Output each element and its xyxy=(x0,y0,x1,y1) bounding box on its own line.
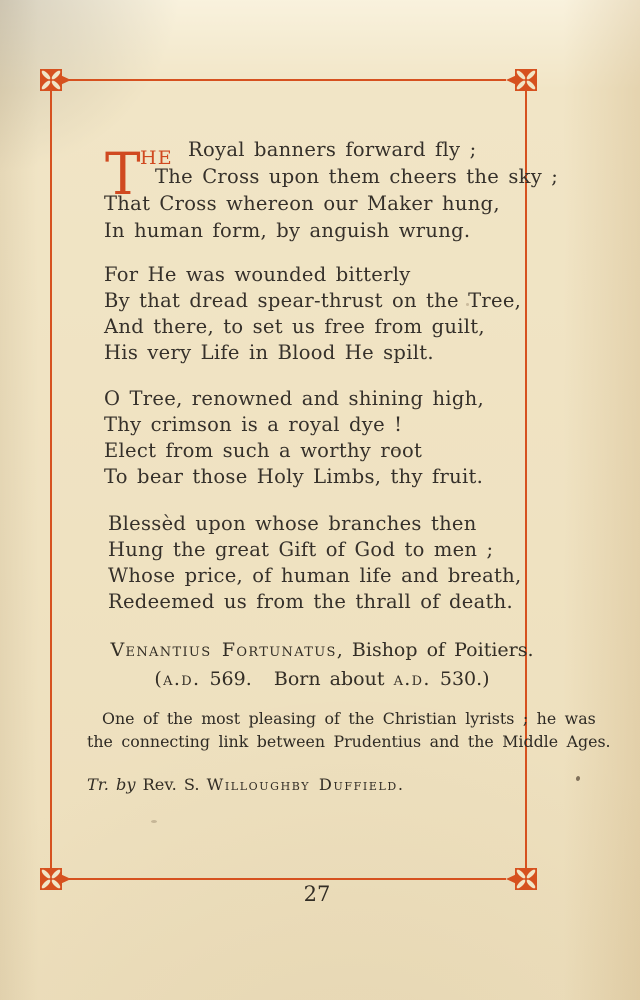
poem-line: Redeemed us from the thrall of death. xyxy=(108,590,513,613)
poem-stanza-3 xyxy=(104,386,484,490)
cross-pattee-icon xyxy=(39,68,72,92)
drop-cap-rest: HE xyxy=(140,147,173,169)
poem-line: By that dread spear-thrust on the Tree, xyxy=(104,289,522,312)
footnote-line: One of the most pleasing of the Christian lyrists ; he was xyxy=(102,709,596,728)
poem-line: His very Life in Blood He spilt. xyxy=(104,341,434,364)
poem-line: In human form, by anguish wrung. xyxy=(104,219,471,242)
footnote-line: the connecting link between Prudentius and the Middle Ages. xyxy=(87,732,611,751)
paper-speck xyxy=(575,776,580,782)
cross-pattee-icon xyxy=(505,68,538,92)
attribution-block xyxy=(92,636,552,694)
translator-honorific: Rev. S. xyxy=(142,775,200,794)
attribution-dates-line: (a.d. 569. Born about a.d. 530.) xyxy=(154,668,490,690)
poem-line: The Cross upon them cheers the sky ; xyxy=(155,165,559,188)
border-rule-top xyxy=(69,79,506,81)
poem-line: O Tree, renowned and shining high, xyxy=(104,387,484,410)
poem-stanza-2 xyxy=(104,262,521,366)
poem-line: Whose price, of human life and breath, xyxy=(108,564,522,587)
poem-line: Blessèd upon whose branches then xyxy=(108,512,477,535)
border-rule-bottom xyxy=(69,878,506,880)
border-rule-left xyxy=(50,91,52,868)
translator-name: Willoughby Duffield. xyxy=(206,775,405,794)
drop-cap-initial: T xyxy=(105,140,141,208)
poem-line: Royal banners forward fly ; xyxy=(188,138,477,161)
translator-credit xyxy=(87,775,405,794)
poem-line: Hung the great Gift of God to men ; xyxy=(108,538,494,561)
cross-pattee-icon xyxy=(39,867,72,891)
poem-line: That Cross whereon our Maker hung, xyxy=(104,192,500,215)
poem-line: Elect from such a worthy root xyxy=(104,439,423,462)
page-number: 27 xyxy=(303,882,331,906)
poem-line: To bear those Holy Limbs, thy fruit. xyxy=(104,465,484,488)
poem-stanza-4 xyxy=(108,511,522,615)
poem-line: Thy crimson is a royal dye ! xyxy=(104,413,403,436)
paper-speck xyxy=(151,820,157,823)
paper-speck xyxy=(392,449,401,451)
author-title: , Bishop of Poitiers. xyxy=(336,639,534,661)
translator-prefix: Tr. by xyxy=(87,775,136,794)
author-name: Venantius Fortunatus xyxy=(110,639,337,661)
poem-line: For He was wounded bitterly xyxy=(104,263,411,286)
paper-speck xyxy=(466,303,469,306)
poem-line: And there, to set us free from guilt, xyxy=(104,315,485,338)
poem-stanza-1 xyxy=(104,136,558,244)
attribution-author-line xyxy=(92,636,552,665)
footnote xyxy=(87,707,611,753)
cross-pattee-icon xyxy=(505,867,538,891)
